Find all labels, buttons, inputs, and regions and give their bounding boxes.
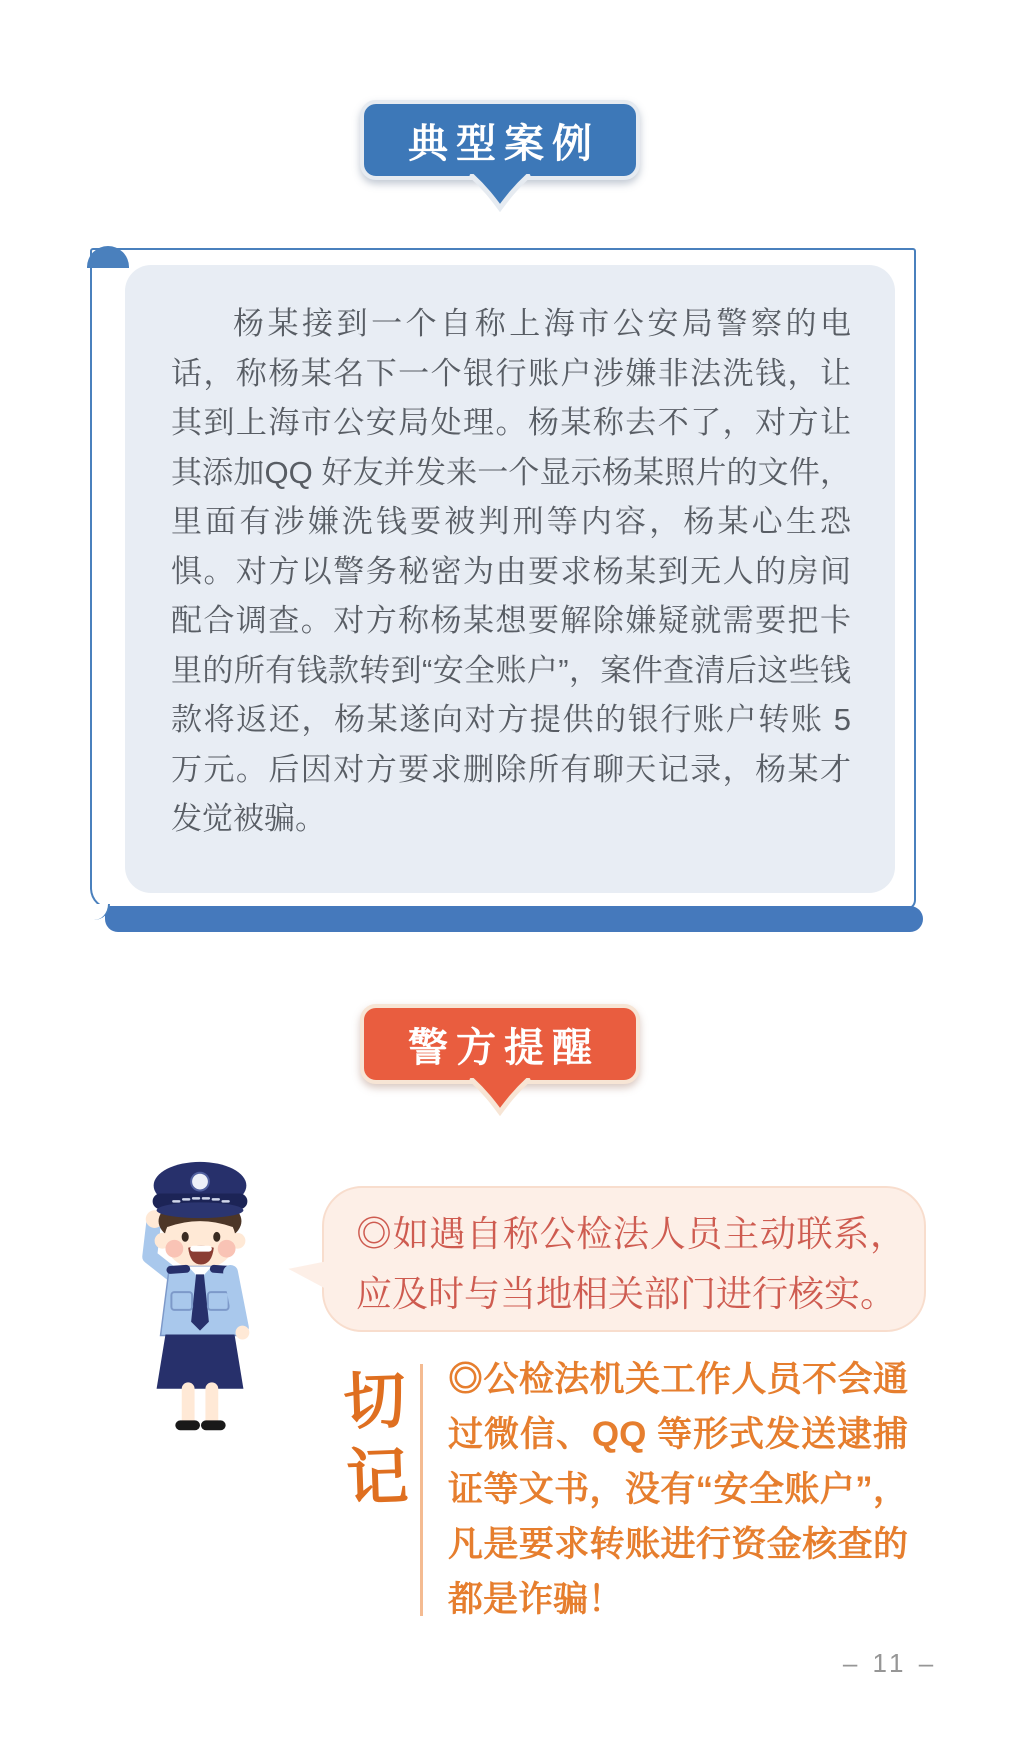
police-reminder-banner [360, 1004, 640, 1084]
speech-bubble-text: ◎如遇自称公检法人员主动联系，应及时与当地相关部门进行核实。 [356, 1213, 906, 1314]
police-officer-icon [126, 1152, 274, 1448]
banner-tail-pointer [468, 1078, 532, 1116]
case-scroll-panel [90, 248, 916, 910]
case-text-panel [125, 265, 895, 893]
vertical-divider [420, 1364, 423, 1616]
case-story-text: 杨某接到一个自称上海市公安局警察的电话，称杨某名下一个银行账户涉嫌非法洗钱，让其到上海市公安局处理。杨某称去不了，对方让其添加QQ 好友并发来一个显示杨某照片的文件，里面有涉嫌洗钱要被判刑等内容，杨某心生恐惧。对方以警务秘密为由要求杨某到无人的房间配合调查。对方称杨某想要解除嫌疑就需要把卡里的所有钱款转到“安全账户”，案件查清后这些钱款将返还，杨某遂向对方提供的银行账户转账 5 万元。后因对方要求删除所有聊天记录，杨某才发觉被骗。 [171, 306, 851, 836]
banner-tail-pointer [468, 174, 532, 212]
page-number: – 11 – [842, 1648, 938, 1678]
scroll-bottom-bar [105, 906, 923, 932]
speech-bubble [322, 1186, 926, 1332]
police-reminder-banner-label: 警方提醒 [408, 1024, 600, 1070]
scroll-top-curl [87, 246, 129, 268]
police-warning-text: ◎公检法机关工作人员不会通过微信、QQ 等形式发送逮捕证等文书，没有“安全账户”，凡是要求转账进行资金核查的都是诈骗！ [448, 1360, 908, 1619]
typical-case-banner [360, 100, 640, 180]
remember-calligraphy-label: 切记 [332, 1366, 411, 1522]
speech-bubble-tail [287, 1256, 332, 1290]
police-reminder-banner-body [360, 1004, 640, 1084]
typical-case-banner-label: 典型案例 [408, 120, 600, 166]
typical-case-banner-body [360, 100, 640, 180]
